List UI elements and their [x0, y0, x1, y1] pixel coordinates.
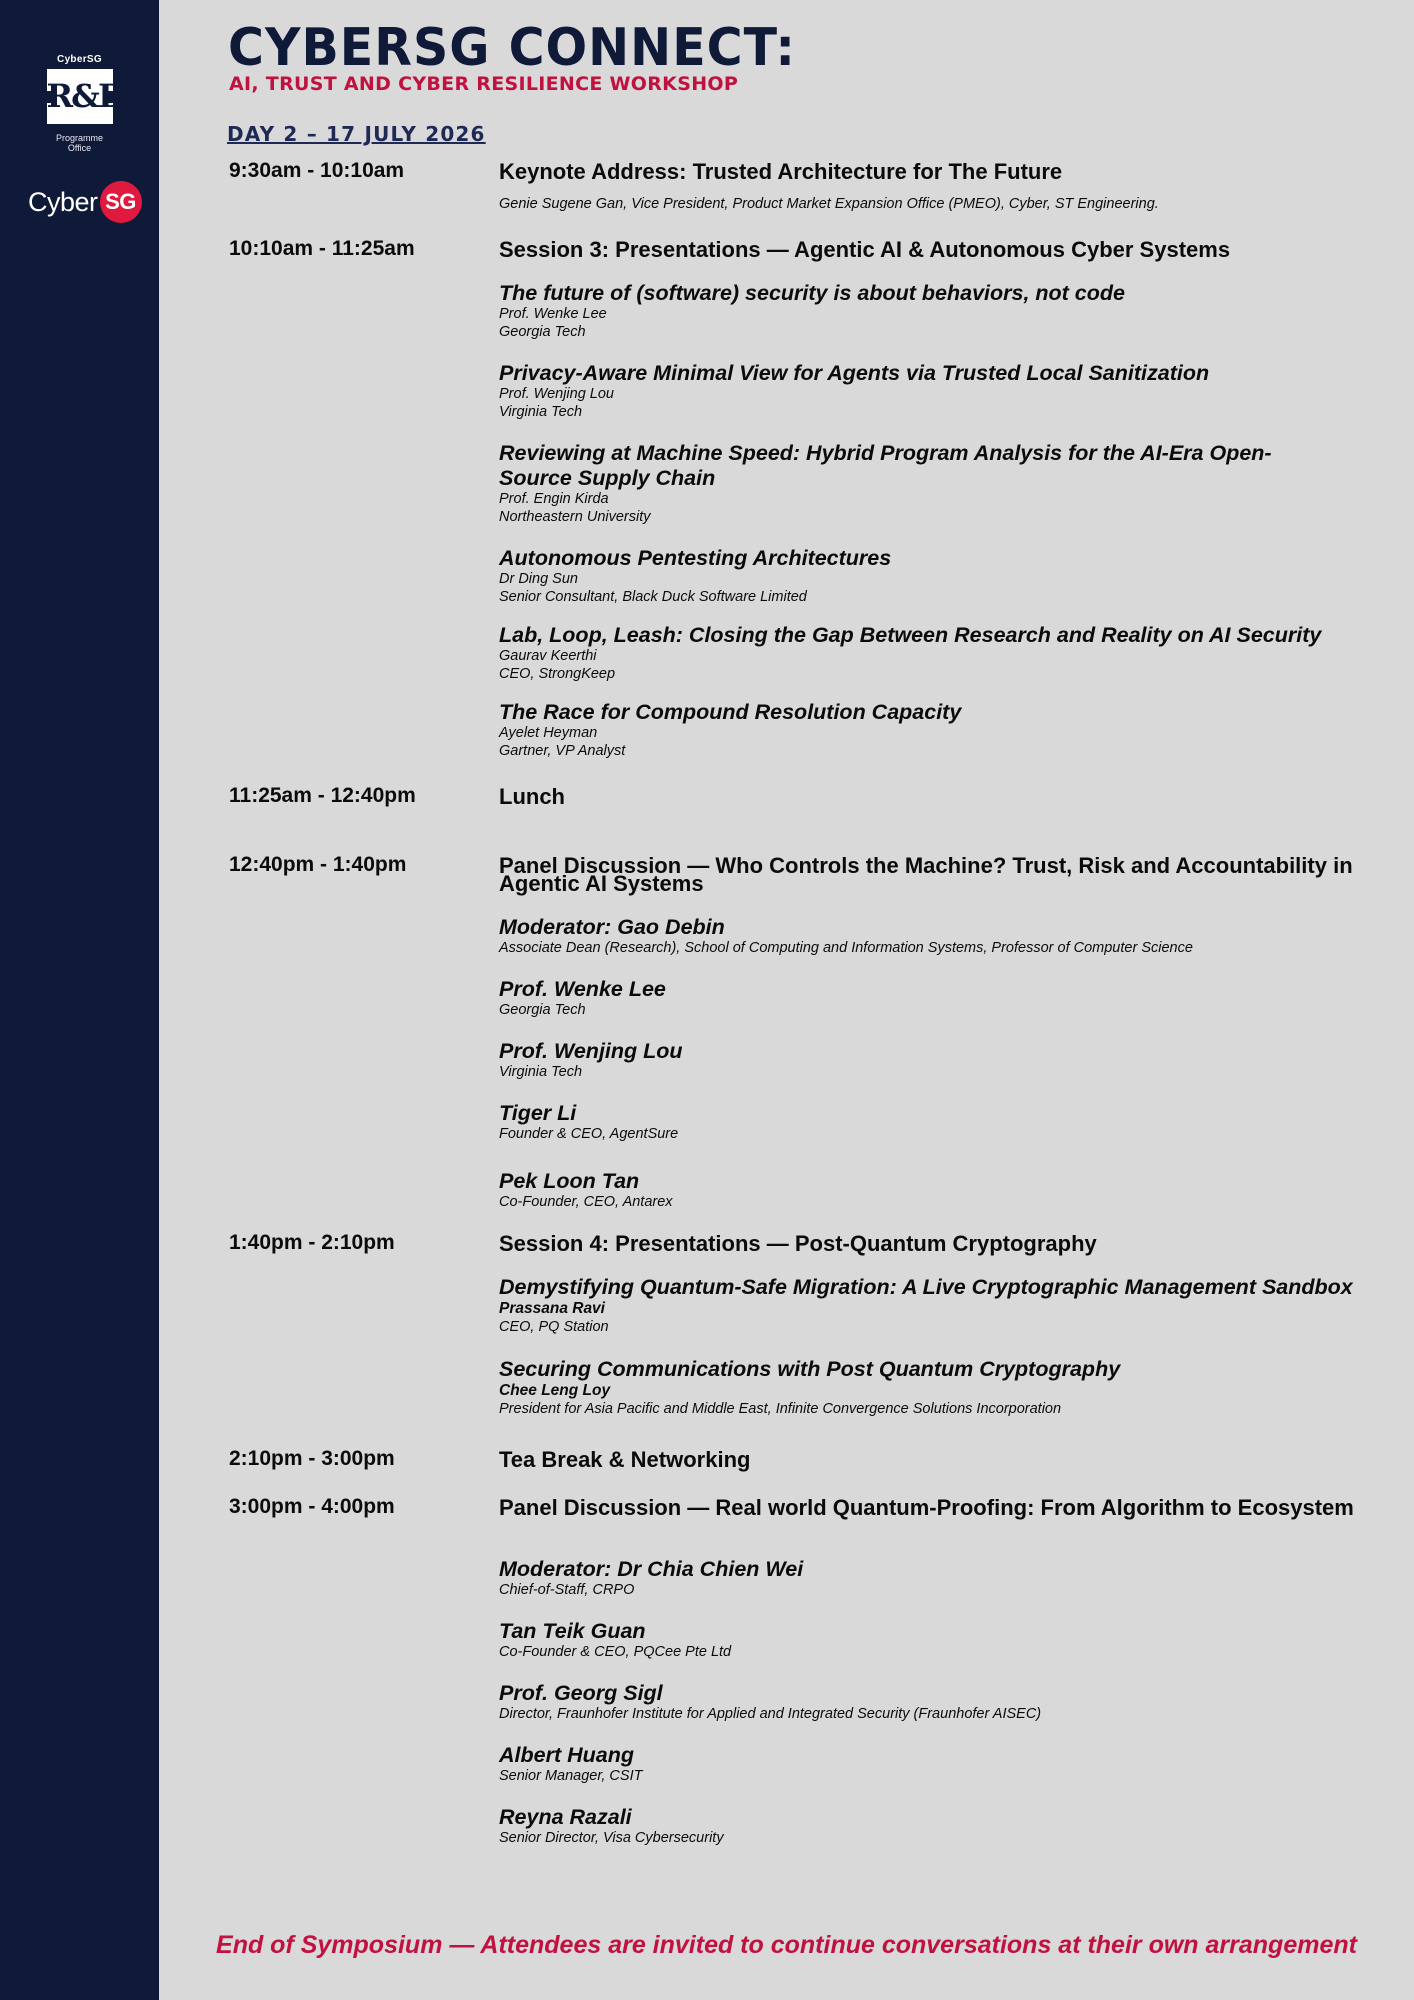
cybersg-logo-word: Cyber: [28, 186, 98, 217]
talk-title: The Race for Compound Resolution Capacity: [499, 700, 962, 724]
talk-title: Lab, Loop, Leash: Closing the Gap Between Research and Reality on AI Security: [499, 623, 1322, 647]
talk-title: Securing Communications with Post Quantum Cryptography: [499, 1357, 1121, 1381]
day-heading: DAY 2 – 17 JULY 2026: [227, 122, 486, 146]
talk-title-line2: Source Supply Chain: [499, 466, 716, 490]
panel-member-role: Director, Fraunhofer Institute for Applied and Integrated Security (Fraunhofer AISEC): [499, 1706, 1042, 1722]
talk-title: Autonomous Pentesting Architectures: [499, 546, 892, 570]
talk-speaker: Prof. Engin Kirda: [499, 491, 609, 507]
panel-member-name: Reyna Razali: [499, 1805, 632, 1829]
session4-time: 1:40pm - 2:10pm: [229, 1231, 395, 1254]
teabreak-time: 2:10pm - 3:00pm: [229, 1447, 395, 1470]
panel-member-role: Co-Founder, CEO, Antarex: [499, 1194, 673, 1210]
talk-org: Georgia Tech: [499, 324, 586, 340]
talk-org: CEO, PQ Station: [499, 1319, 609, 1335]
panel-member-name: Tiger Li: [499, 1101, 577, 1125]
talk-speaker: Ayelet Heyman: [499, 725, 598, 741]
talk-title-line1: Reviewing at Machine Speed: Hybrid Program Analysis for the AI-Era Open-: [499, 441, 1272, 465]
panel-member-role: Senior Director, Visa Cybersecurity: [499, 1830, 724, 1846]
rd-logo-mark-text: R&D: [46, 77, 124, 115]
keynote-speaker: Genie Sugene Gan, Vice President, Product Market Expansion Office (PMEO), Cyber, ST Engineering.: [499, 196, 1159, 212]
sidebar: [0, 0, 159, 2000]
keynote-time: 9:30am - 10:10am: [229, 159, 405, 182]
page-title: CYBERSG CONNECT:: [228, 17, 796, 78]
panel-member-name: Moderator: Dr Chia Chien Wei: [499, 1557, 804, 1581]
panel2-time: 3:00pm - 4:00pm: [229, 1495, 395, 1518]
panel-member-name: Albert Huang: [499, 1743, 634, 1767]
lunch-time: 11:25am - 12:40pm: [229, 784, 416, 807]
talk-title: The future of (software) security is about behaviors, not code: [499, 281, 1125, 305]
panel-member-name: Prof. Wenjing Lou: [499, 1039, 683, 1063]
session3-title: Session 3: Presentations — Agentic AI & Autonomous Cyber Systems: [499, 237, 1231, 262]
talk-org: CEO, StrongKeep: [499, 666, 616, 682]
cybersg-logo: [28, 181, 142, 223]
talk-speaker: Prof. Wenjing Lou: [499, 386, 614, 402]
rd-logo-mark: [46, 69, 124, 124]
talk-speaker: Prassana Ravi: [499, 1300, 605, 1317]
talk-title: Demystifying Quantum-Safe Migration: A Live Cryptographic Management Sandbox: [499, 1275, 1353, 1299]
talk-speaker: Gaurav Keerthi: [499, 648, 597, 664]
session3-time: 10:10am - 11:25am: [229, 237, 415, 260]
rd-programme-office-logo: [0, 54, 159, 153]
talk-org: Gartner, VP Analyst: [499, 743, 626, 759]
panel-member-role: Georgia Tech: [499, 1002, 586, 1018]
talk-speaker: Dr Ding Sun: [499, 571, 578, 587]
closing-note: End of Symposium — Attendees are invited to continue conversations at their own arrangement: [216, 1931, 1357, 1959]
panel1-title-line1: Panel Discussion — Who Controls the Machine? Trust, Risk and Accountability in: [499, 853, 1353, 878]
panel2-title: Panel Discussion — Real world Quantum-Proofing: From Algorithm to Ecosystem: [499, 1495, 1354, 1520]
sg-badge-icon: SG: [100, 181, 142, 223]
panel-member-role: Co-Founder & CEO, PQCee Pte Ltd: [499, 1644, 732, 1660]
keynote-title: Keynote Address: Trusted Architecture for The Future: [499, 159, 1063, 184]
panel-member-name: Prof. Georg Sigl: [499, 1681, 663, 1705]
panel-member-name: Prof. Wenke Lee: [499, 977, 666, 1001]
panel-member-role: Founder & CEO, AgentSure: [499, 1126, 679, 1142]
rd-logo-top-text: CyberSG: [57, 54, 102, 65]
panel-member-role: Associate Dean (Research), School of Computing and Information Systems, Professor of Computer Science: [499, 940, 1193, 956]
panel-member-name: Tan Teik Guan: [499, 1619, 646, 1643]
talk-org: President for Asia Pacific and Middle East, Infinite Convergence Solutions Incorporation: [499, 1401, 1062, 1417]
session4-title: Session 4: Presentations — Post-Quantum Cryptography: [499, 1231, 1097, 1256]
talk-speaker: Prof. Wenke Lee: [499, 306, 607, 322]
talk-org: Senior Consultant, Black Duck Software Limited: [499, 589, 807, 605]
talk-org: Northeastern University: [499, 509, 651, 525]
panel-member-role: Chief-of-Staff, CRPO: [499, 1582, 635, 1598]
rd-logo-sub1: Programme: [55, 133, 103, 143]
lunch-title: Lunch: [499, 784, 565, 809]
panel-member-role: Senior Manager, CSIT: [499, 1768, 643, 1784]
talk-title: Privacy-Aware Minimal View for Agents via Trusted Local Sanitization: [499, 361, 1210, 385]
panel1-time: 12:40pm - 1:40pm: [229, 853, 407, 876]
panel-member-role: Virginia Tech: [499, 1064, 583, 1080]
panel-member-name: Pek Loon Tan: [499, 1169, 640, 1193]
panel1-title-line2: Agentic AI Systems: [499, 871, 704, 896]
talk-speaker: Chee Leng Loy: [499, 1382, 611, 1399]
panel-member-name: Moderator: Gao Debin: [499, 915, 725, 939]
teabreak-title: Tea Break & Networking: [499, 1447, 751, 1472]
talk-org: Virginia Tech: [499, 404, 583, 420]
page-subtitle: AI, TRUST AND CYBER RESILIENCE WORKSHOP: [229, 73, 739, 95]
rd-logo-sub2: Office: [67, 143, 92, 153]
